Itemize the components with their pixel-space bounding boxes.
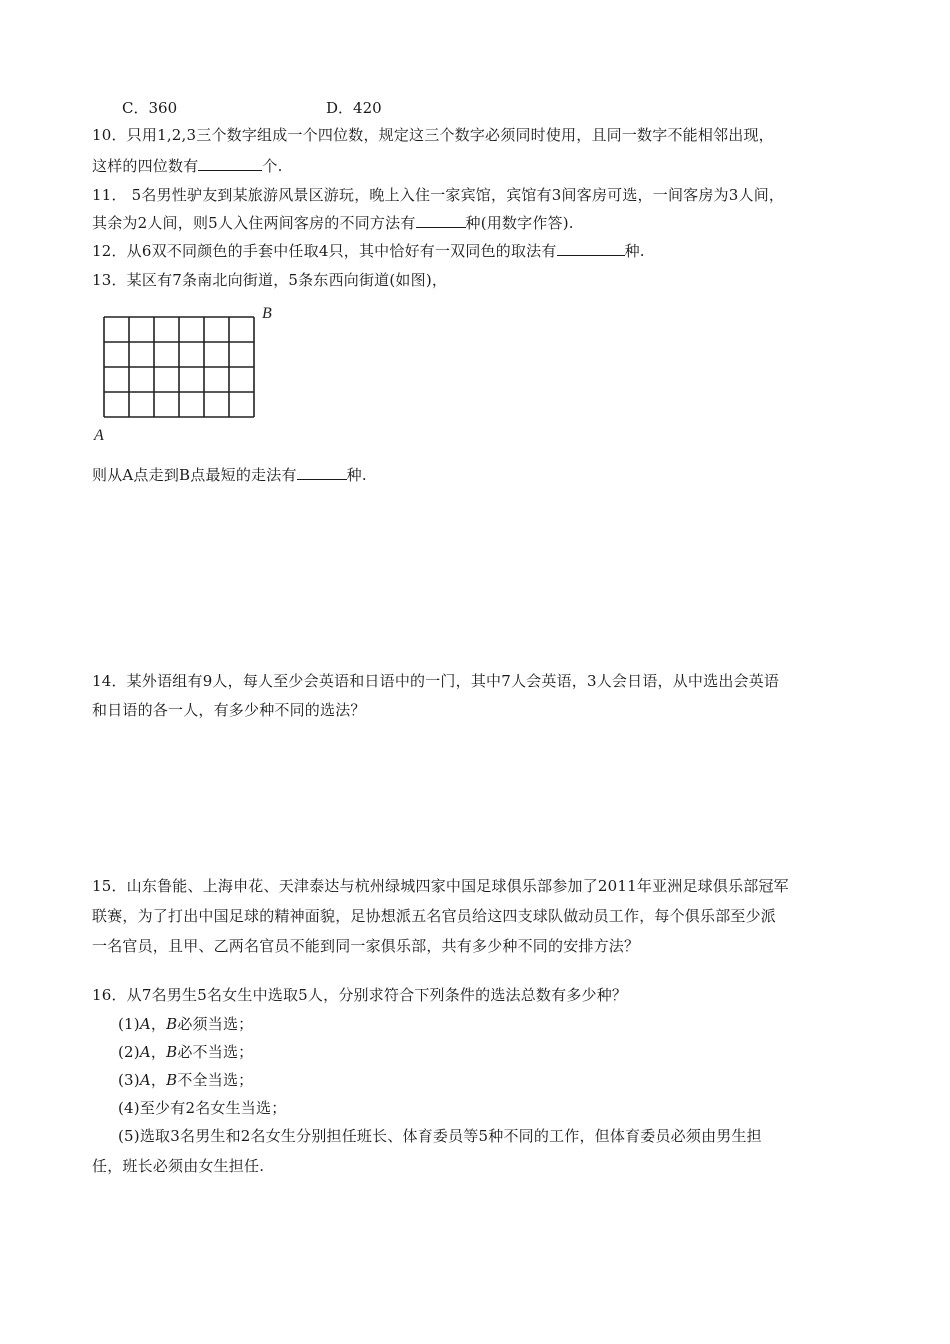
var-b: B	[166, 1071, 178, 1089]
answer-blank	[557, 240, 625, 256]
street-grid-figure	[92, 300, 292, 445]
q10-line1: 10．只用1,2,3三个数字组成一个四位数，规定这三个数字必须同时使用，且同一数字不能相邻出现，	[92, 126, 774, 144]
q16-item-5-line1: (5)选取3名男生和2名女生分别担任班长、体育委员等5种不同的工作，但体育委员必须由男生担	[118, 1127, 762, 1145]
q15-line3: 一名官员，且甲、乙两名官员不能到同一家俱乐部，共有多少种不同的安排方法？	[92, 937, 640, 955]
q16-item-4: (4)至少有2名女生当选；	[118, 1099, 287, 1117]
point-a-label: A	[94, 427, 104, 444]
q16-item-1	[118, 1014, 253, 1034]
item-number: (3)	[118, 1071, 140, 1089]
q16-item-5-line2: 任，班长必须由女生担任.	[92, 1157, 265, 1175]
answer-blank	[416, 212, 466, 228]
var-b: B	[166, 1043, 178, 1061]
q12-line	[92, 240, 645, 261]
q13-answer-line	[92, 464, 367, 485]
q13-text-end: 种.	[346, 466, 367, 484]
var-a: A	[139, 1071, 151, 1089]
q15-line2: 联赛，为了打出中国足球的精神面貌，足协想派五名官员给这四支球队做动员工作，每个俱乐部至少派	[92, 907, 777, 925]
item-text: 必须当选；	[177, 1015, 254, 1033]
var-a: A	[139, 1015, 151, 1033]
item-number: (2)	[118, 1043, 140, 1061]
q14-line2: 和日语的各一人，有多少种不同的选法？	[92, 701, 366, 719]
q15-line1: 15．山东鲁能、上海申花、天津泰达与杭州绿城四家中国足球俱乐部参加了2011年亚洲足球俱乐部冠军	[92, 877, 789, 895]
q10-text: 这样的四位数有	[92, 157, 199, 175]
q16-item-2	[118, 1042, 253, 1062]
q11-line1: 11． 5名男性驴友到某旅游风景区游玩，晚上入住一家宾馆，宾馆有3间客房可选，一间客房为3人间，	[92, 186, 785, 204]
q10-text-end: 个.	[262, 157, 283, 175]
q13-text: 则从A点走到B点最短的走法有	[92, 466, 297, 484]
q11-line2	[92, 212, 574, 233]
q14-line1: 14．某外语组有9人，每人至少会英语和日语中的一门，其中7人会英语，3人会日语，从中选出会英语	[92, 672, 780, 690]
item-text: 不全当选；	[177, 1071, 254, 1089]
q11-text: 其余为2人间，则5人入住两间客房的不同方法有	[92, 214, 416, 232]
street-grid-lines	[104, 317, 254, 417]
q12-text-end: 种.	[624, 242, 645, 260]
separator: ，	[150, 1015, 167, 1033]
q16-stem: 16．从7名男生5名女生中选取5人，分别求符合下列条件的选法总数有多少种？	[92, 986, 628, 1004]
var-a: A	[139, 1043, 151, 1061]
separator: ，	[150, 1071, 167, 1089]
option-d: D．420	[326, 99, 382, 117]
item-text: 必不当选；	[177, 1043, 254, 1061]
q12-text: 12．从6双不同颜色的手套中任取4只，其中恰好有一双同色的取法有	[92, 242, 557, 260]
answer-blank	[198, 155, 262, 171]
point-b-label: B	[262, 305, 272, 322]
item-number: (1)	[118, 1015, 140, 1033]
q11-text-end: 种(用数字作答).	[465, 214, 574, 232]
option-c: C．360	[122, 99, 178, 117]
separator: ，	[150, 1043, 167, 1061]
q10-line2	[92, 155, 283, 176]
answer-blank	[297, 464, 347, 480]
q13-line: 13．某区有7条南北向街道，5条东西向街道(如图)，	[92, 271, 448, 289]
q16-item-3	[118, 1070, 253, 1090]
var-b: B	[166, 1015, 178, 1033]
